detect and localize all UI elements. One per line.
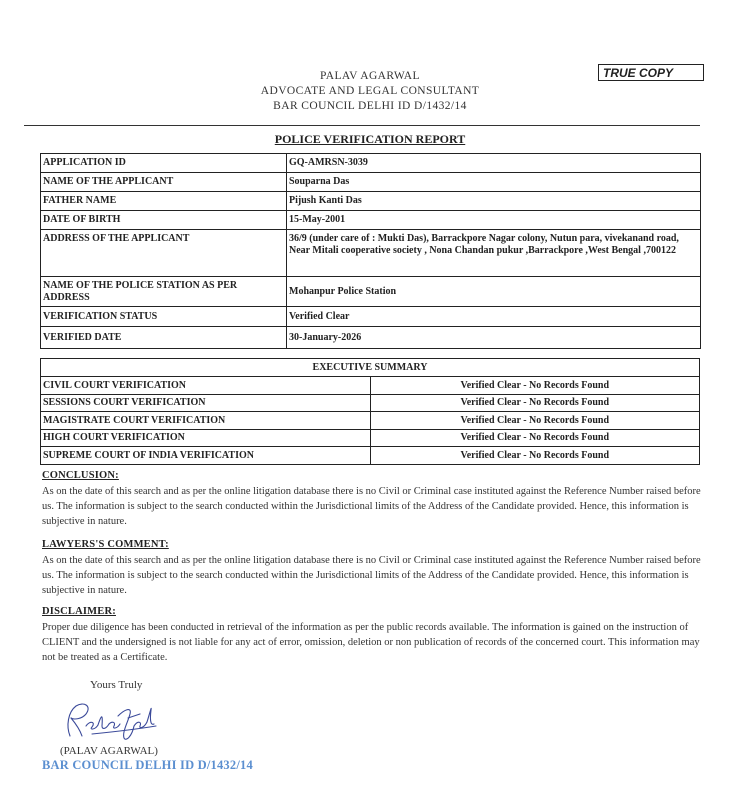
exec-row-sessions	[41, 395, 700, 412]
info-label: FATHER NAME	[41, 192, 287, 211]
disclaimer-text: Proper due diligence has been conducted in retrieval of the information as per the public records available. The information is gained on the instruction of CLIENT and the undersigned is not liable for any act of error, omission, deletion or non publication of records of the concerned court. This information may not be treated as a Certificate.	[42, 622, 700, 663]
info-label: NAME OF THE APPLICANT	[41, 173, 287, 192]
conclusion-text: As on the date of this search and as per the online litigation database there is no Civil or Criminal case instituted against the Reference Number raised before us. The information is subject to the search conducted within the Jurisdictional limits of the Address of the Candidate provided. Hence, this information is subjective in nature.	[42, 486, 701, 527]
info-row-application-id	[41, 154, 701, 173]
lawyers-comment-text: As on the date of this search and as per the online litigation database there is no Civil or Criminal case instituted against the Reference Number raised before us. The information is subject to the search conducted within the Jurisdictional limits of the Address of the Candidate provided. Hence, this information is subjective in nature.	[42, 555, 701, 596]
executive-summary-header	[41, 359, 700, 377]
executive-summary-table	[40, 358, 700, 465]
info-row-address	[41, 230, 701, 277]
exec-value: Verified Clear - No Records Found	[370, 377, 700, 395]
signer-bar-council-id: BAR COUNCIL DELHI ID D/1432/14	[42, 758, 253, 772]
executive-summary-title: EXECUTIVE SUMMARY	[41, 359, 700, 377]
info-value: Souparna Das	[287, 173, 701, 192]
info-label: APPLICATION ID	[41, 154, 287, 173]
applicant-info-table	[40, 153, 701, 349]
info-value: 30-January-2026	[287, 327, 701, 349]
disclaimer-heading: DISCLAIMER:	[42, 606, 116, 617]
true-copy-stamp: TRUE COPY	[598, 64, 704, 81]
info-label: VERIFICATION STATUS	[41, 307, 287, 327]
exec-row-civil	[41, 377, 700, 395]
info-label: ADDRESS OF THE APPLICANT	[41, 230, 287, 277]
info-value: 15-May-2001	[287, 211, 701, 230]
lawyer-name: PALAV AGARWAL	[320, 70, 420, 82]
info-value: 36/9 (under care of : Mukti Das), Barrackpore Nagar colony, Nutun para, vivekanand road, Near Mitali cooperative society , Nona Chandan pukur ,Barrackpore ,West Bengal ,700122	[287, 230, 701, 277]
info-label: DATE OF BIRTH	[41, 211, 287, 230]
closing-salutation: Yours Truly	[90, 679, 143, 691]
lawyers-comment-heading: LAWYERS'S COMMENT:	[42, 539, 169, 550]
info-row-verification-status	[41, 307, 701, 327]
conclusion-heading: CONCLUSION:	[42, 470, 119, 481]
exec-row-supreme-court	[41, 447, 700, 465]
exec-label: SUPREME COURT OF INDIA VERIFICATION	[41, 447, 371, 465]
info-value: Mohanpur Police Station	[287, 277, 701, 307]
exec-label: MAGISTRATE COURT VERIFICATION	[41, 412, 371, 430]
info-row-verified-date	[41, 327, 701, 349]
report-title: POLICE VERIFICATION REPORT	[274, 132, 466, 146]
exec-label: SESSIONS COURT VERIFICATION	[41, 395, 371, 412]
exec-row-magistrate	[41, 412, 700, 430]
info-label: VERIFIED DATE	[41, 327, 287, 349]
info-value: GQ-AMRSN-3039	[287, 154, 701, 173]
info-row-date-of-birth	[41, 211, 701, 230]
exec-row-high-court	[41, 430, 700, 447]
signer-name: (PALAV AGARWAL)	[60, 745, 158, 757]
lawyer-role: ADVOCATE AND LEGAL CONSULTANT	[260, 85, 480, 97]
info-value: Verified Clear	[287, 307, 701, 327]
info-label: NAME OF THE POLICE STATION AS PER ADDRESS	[41, 277, 287, 307]
info-row-father-name	[41, 192, 701, 211]
exec-value: Verified Clear - No Records Found	[370, 430, 700, 447]
exec-label: CIVIL COURT VERIFICATION	[41, 377, 371, 395]
info-value: Pijush Kanti Das	[287, 192, 701, 211]
exec-value: Verified Clear - No Records Found	[370, 395, 700, 412]
handwritten-signature	[62, 696, 162, 749]
exec-value: Verified Clear - No Records Found	[370, 447, 700, 465]
exec-label: HIGH COURT VERIFICATION	[41, 430, 371, 447]
header-divider	[24, 125, 700, 126]
exec-value: Verified Clear - No Records Found	[370, 412, 700, 430]
info-row-police-station	[41, 277, 701, 307]
info-row-applicant-name	[41, 173, 701, 192]
lawyer-council-id: BAR COUNCIL DELHI ID D/1432/14	[273, 100, 467, 112]
